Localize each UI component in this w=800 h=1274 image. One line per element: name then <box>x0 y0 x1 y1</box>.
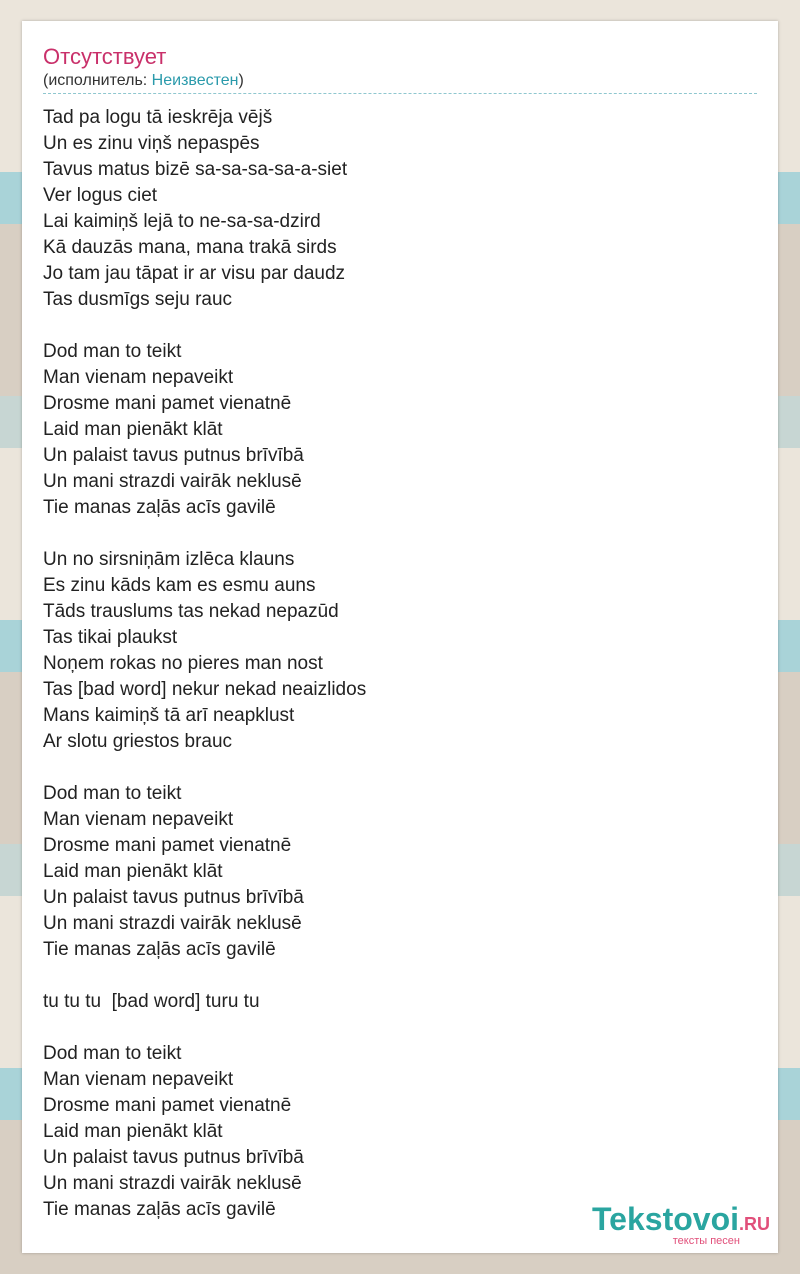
lyrics-card <box>22 21 778 1253</box>
song-header <box>43 43 757 94</box>
lyrics-text: Tad pa logu tā ieskrēja vējš Un es zinu viņš nepaspēs Tavus matus bizē sa-sa-sa-sa-a-siet Ver logus ciet Lai kaimiņš lejā to ne-sa-sa-dzird Kā dauzās mana, mana trakā sirds Jo tam jau tāpat ir ar visu par daudz Tas dusmīgs seju rauc Dod man to teikt Man vienam nepaveikt Drosme mani pamet vienatnē Laid man pienākt klāt Un palaist tavus putnus brīvībā Un mani strazdi vairāk neklusē Tie manas zaļās acīs gavilē Un no sirsniņām izlēca klauns Es zinu kāds kam es esmu auns Tāds trauslums tas nekad nepazūd Tas tikai plaukst Noņem rokas no pieres man nost Tas [bad word] nekur nekad neaizlidos Mans kaimiņš tā arī neapklust Ar slotu griestos brauc Dod man to teikt Man vienam nepaveikt Drosme mani pamet vienatnē Laid man pienākt klāt Un palaist tavus putnus brīvībā Un mani strazdi vairāk neklusē Tie manas zaļās acīs gavilē tu tu tu [bad word] turu tu Dod man to teikt Man vienam nepaveikt Drosme mani pamet vienatnē Laid man pienākt klāt Un palaist tavus putnus brīvībā Un mani strazdi vairāk neklusē Tie manas zaļās acīs gavilē <box>43 107 367 1220</box>
logo-main-text: Tekstovoi <box>592 1201 739 1237</box>
artist-prefix: (исполнитель: <box>43 72 152 89</box>
artist-suffix: ) <box>238 72 244 89</box>
logo-tagline: тексты песен <box>672 1235 740 1247</box>
song-title: Отсутствует <box>43 44 167 69</box>
artist-line <box>43 71 757 94</box>
logo-tld-text: .RU <box>739 1214 770 1234</box>
artist-link[interactable]: Неизвестен <box>151 72 239 89</box>
site-logo[interactable] <box>592 1203 770 1247</box>
